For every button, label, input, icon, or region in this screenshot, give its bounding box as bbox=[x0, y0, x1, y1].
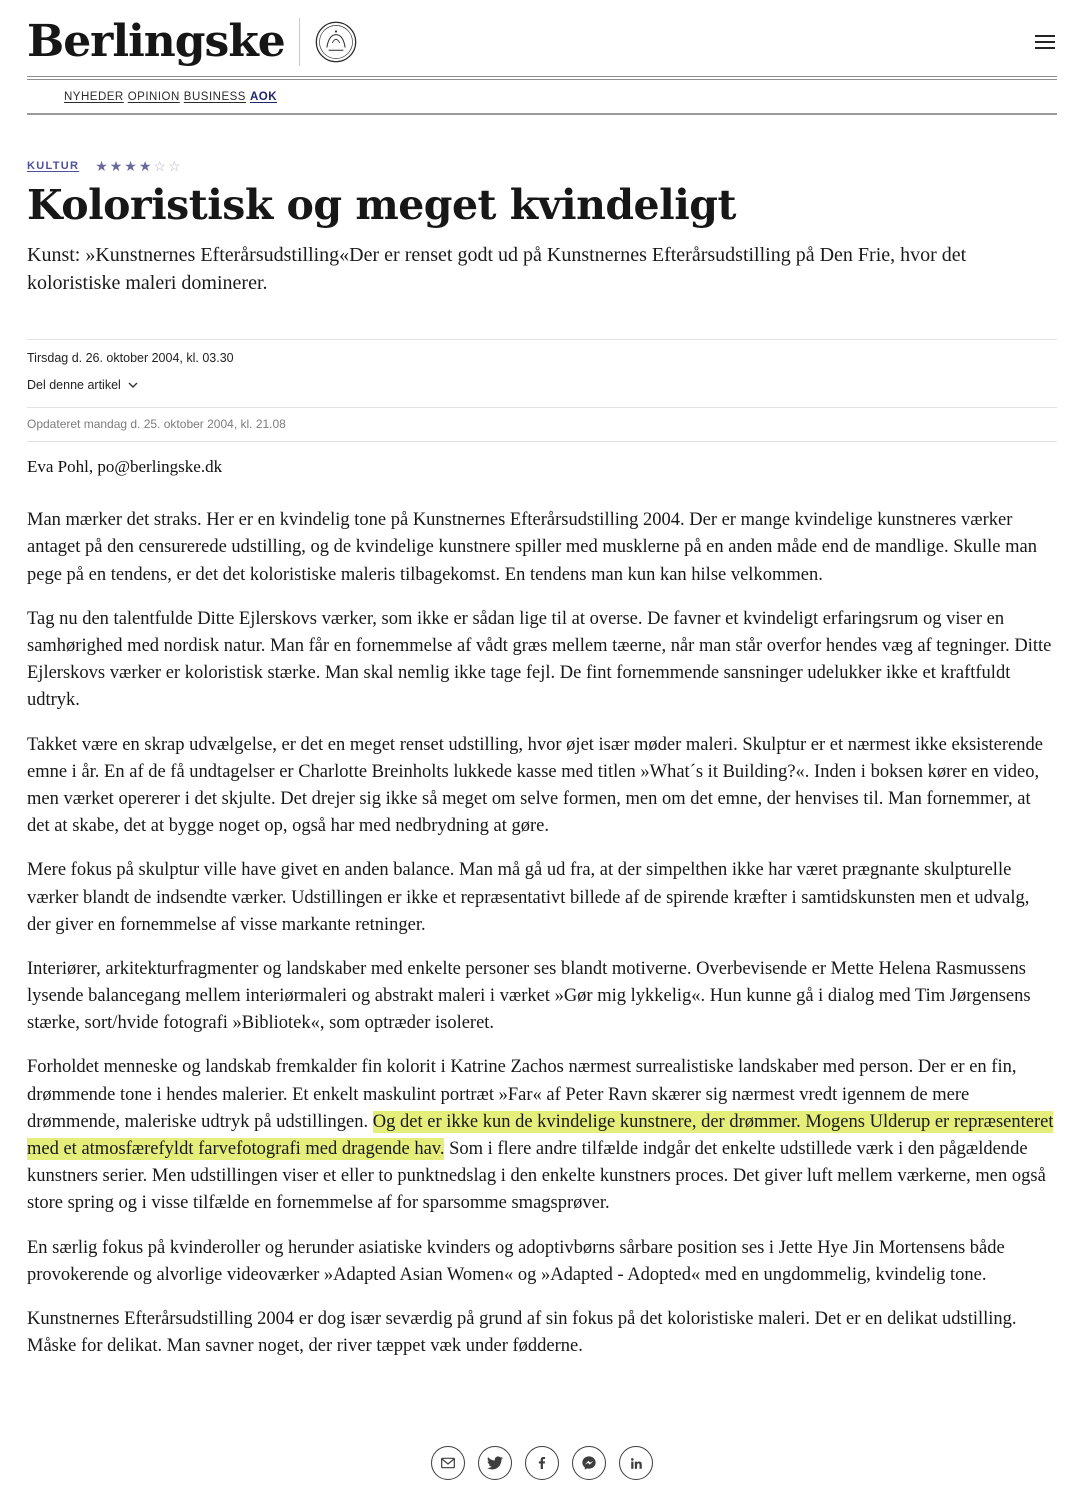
facebook-icon bbox=[534, 1455, 550, 1471]
star-rating bbox=[95, 159, 182, 173]
stars-empty: ☆☆ bbox=[153, 158, 183, 174]
category-row bbox=[27, 159, 1057, 173]
nav-item-opinion[interactable]: OPINION bbox=[127, 91, 180, 103]
highlighted-text: Og det er ikke kun de kvindelige kunstnere, der drømmer. Mogens Ulderup er repræsenteret med et atmosfærefyldt farvefotografi med dragende hav. bbox=[27, 1111, 1054, 1160]
share-wrap bbox=[27, 371, 1057, 407]
article-paragraph: Man mærker det straks. Her er en kvindelig tone på Kunstnernes Efterårsudstilling 2004. Der er mange kvindelige kunstneres værker antaget på den censurerede udstilling, og de kvindelige kunstnere spiller med musklerne på en anden måde end de mandlige. Skulle man pege på en tendens, er det det koloristiske maleris tilbagekomst. En tendens man kun kan hilse velkommen. bbox=[27, 510, 1037, 585]
article-lead: Kunst: »Kunstnernes Efterårsudstilling«Der er renset godt ud på Kunstnernes Efterårsudstilling på Den Frie, hvor det koloristiske maleri dominerer. bbox=[27, 244, 967, 295]
chevron-down-icon bbox=[128, 382, 138, 388]
share-messenger-button[interactable] bbox=[572, 1446, 606, 1480]
article-paragraph: Kunstnernes Efterårsudstilling 2004 er dog især seværdig på grund af sin fokus på det koloristiske maleri. Det er en delikat udstilling. Måske for delikat. Man savner noget, der river tæppet væk under fødderne. bbox=[27, 1308, 1017, 1357]
share-label: Del denne artikel bbox=[27, 378, 121, 393]
twitter-icon bbox=[487, 1455, 503, 1471]
share-facebook-button[interactable] bbox=[525, 1446, 559, 1480]
berlingske-crest-icon bbox=[314, 20, 358, 64]
berlingske-logo[interactable]: Berlingske bbox=[27, 16, 285, 67]
article-body bbox=[27, 507, 1057, 1360]
article-paragraph-highlighted bbox=[27, 1054, 1057, 1217]
article-paragraph: Interiører, arkitekturfragmenter og landskaber med enkelte personer ses blandt motiverne. Overbevisende er Mette Helena Rasmussens lysende balancegang mellem interiørmaleri og abstrakt maleri i værket »Gør mig lykkelig«. Hun kunne gå i dialog med Tim Jørgensens stærke, sort/hvide fotografi »Bibliotek«, som optræder isoleret. bbox=[27, 958, 1031, 1034]
nav-item-business[interactable]: BUSINESS bbox=[183, 91, 246, 103]
share-email-button[interactable] bbox=[431, 1446, 465, 1480]
share-dropdown-toggle[interactable] bbox=[27, 378, 138, 392]
updated-date: Opdateret mandag d. 25. oktober 2004, kl. 21.08 bbox=[27, 417, 286, 432]
nav-item-nyheder[interactable]: NYHEDER bbox=[64, 91, 124, 103]
published-date: Tirsdag d. 26. oktober 2004, kl. 03.30 bbox=[27, 351, 234, 366]
brand-divider bbox=[299, 18, 300, 66]
share-linkedin-button[interactable] bbox=[619, 1446, 653, 1480]
article-paragraph: Takket være en skrap udvælgelse, er det en meget renset udstilling, hvor øjet især møder maleri. Skulptur er et nærmest ikke eksisterende emne i år. En af de få undtagelser er Charlotte Breinholts lukkede kasse med titlen »What´s it Building?«. Inden i boksen kører en video, men værket opererer i det skjulte. Det drejer sig ikke så meget om selve formen, men om det emne, der henvises til. Man fornemmer, at det at skabe, det at bygge noget op, også har med nedbrydning at gøre. bbox=[27, 734, 1043, 837]
header-row bbox=[27, 14, 1057, 76]
nav-item-aok[interactable]: AOK bbox=[249, 91, 278, 103]
share-twitter-button[interactable] bbox=[478, 1446, 512, 1480]
stars-filled: ★★★★ bbox=[95, 158, 154, 174]
social-share-bar bbox=[27, 1446, 1057, 1508]
article-paragraph: Tag nu den talentfulde Ditte Ejlerskovs værker, som ikke er sådan lige til at overse. De favner et kvindeligt erfaringsrum og viser en samhørighed med nordisk natur. Man får en fornemmelse af vådt græs mellem tæerne, når man står overfor hendes væg af tegninger. Ditte Ejlerskovs værker er koloristisk stærke. Man skal nemlig ikke tage fejl. De fint fornemmende sansninger udelukker ikke et kraftfuldt udtryk. bbox=[27, 608, 1052, 711]
brand bbox=[27, 18, 358, 66]
nav-rule bbox=[27, 113, 1057, 115]
site-header bbox=[27, 14, 1057, 115]
messenger-icon bbox=[581, 1455, 597, 1471]
paragraph-segment: Som i flere andre tilfælde indgår det enkelte udstillede værk i den pågældende kunstners serier. Men udstillingen viser et eller to punktnedslag i den enkelte kunstners proces. Det giver luft mellem værkerne, men også store spring og i visse tilfælde en fornemmelse af for sparsomme smagsprøver. bbox=[27, 1139, 1046, 1214]
byline: Eva Pohl, po@berlingske.dk bbox=[27, 457, 223, 477]
article-paragraph: Mere fokus på skulptur ville have givet en anden balance. Man må gå ud fra, at der simpelthen ikke har været prægnante skulpturelle værker blandt de indsendte værker. Udstillingen er ikke et repræsentativt billede af de spirende kræfter i samtidskunsten men et udvalg, der giver en fornemmelse af visse markante retninger. bbox=[27, 860, 1030, 935]
category-link[interactable]: KULTUR bbox=[27, 160, 80, 172]
paragraph-segment: Forholdet menneske og landskab fremkalder fin kolorit i Katrine Zachos nærmest surrealistiske landskaber med person. Der er en fin, drømmende tone i hendes malerier. Et enkelt maskulint portræt »Far« af Peter Ravn skærer sig nærmest vredt igennem de mere drømmende, maleriske udtryk på udstillingen. bbox=[27, 1057, 1017, 1132]
hamburger-menu-icon[interactable] bbox=[1033, 29, 1057, 55]
primary-nav bbox=[27, 80, 1057, 113]
email-icon bbox=[440, 1455, 456, 1471]
linkedin-icon bbox=[629, 1456, 644, 1471]
article-paragraph: En særlig fokus på kvinderoller og herunder asiatiske kvinders og adoptivbørns sårbare position ses i Jette Hye Jin Mortensens både provokerende og alvorlige videoværker »Adapted Asian Women« og »Adapted - Adopted« med en ungdommelig, kvindelig tone. bbox=[27, 1237, 1005, 1285]
article-title: Koloristisk og meget kvindeligt bbox=[27, 181, 736, 229]
meta-divider-bottom bbox=[27, 441, 1057, 442]
